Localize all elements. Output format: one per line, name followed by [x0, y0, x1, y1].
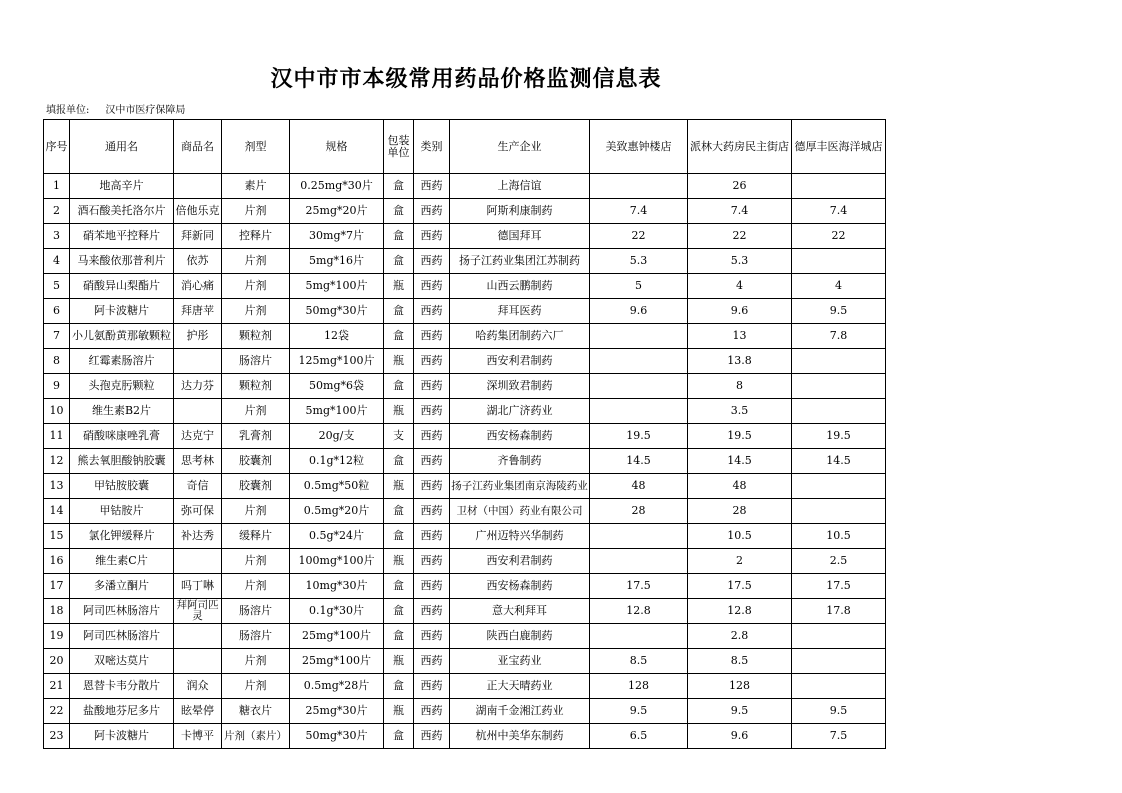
column-header: 商品名 — [174, 120, 222, 174]
table-cell: 50mg*30片 — [290, 299, 384, 324]
table-cell: 西药 — [414, 674, 450, 699]
table-cell: 素片 — [222, 174, 290, 199]
column-header: 美致惠钟楼店 — [590, 120, 688, 174]
table-cell: 4 — [44, 249, 70, 274]
table-cell: 盒 — [384, 449, 414, 474]
table-cell: 湖南千金湘江药业 — [450, 699, 590, 724]
table-cell — [792, 374, 886, 399]
table-cell: 拜阿司匹灵 — [174, 599, 222, 624]
table-row — [44, 399, 886, 424]
table-cell: 19.5 — [688, 424, 792, 449]
column-header: 派林大药房民主街店 — [688, 120, 792, 174]
table-cell — [590, 524, 688, 549]
table-cell: 12.8 — [590, 599, 688, 624]
table-cell: 地高辛片 — [70, 174, 174, 199]
table-cell: 杭州中美华东制药 — [450, 724, 590, 749]
table-cell — [792, 349, 886, 374]
table-cell: 西药 — [414, 299, 450, 324]
table-cell: 128 — [590, 674, 688, 699]
table-cell: 5mg*100片 — [290, 274, 384, 299]
table-cell: 酒石酸美托洛尔片 — [70, 199, 174, 224]
table-cell: 颗粒剂 — [222, 324, 290, 349]
table-cell: 15 — [44, 524, 70, 549]
table-cell: 恩替卡韦分散片 — [70, 674, 174, 699]
table-cell: 5.3 — [688, 249, 792, 274]
table-cell: 西药 — [414, 174, 450, 199]
table-cell: 西药 — [414, 599, 450, 624]
table-cell: 片剂 — [222, 274, 290, 299]
column-header: 序号 — [44, 120, 70, 174]
table-cell: 13 — [688, 324, 792, 349]
table-cell: 盒 — [384, 499, 414, 524]
table-cell — [174, 624, 222, 649]
table-cell: 片剂 — [222, 649, 290, 674]
table-cell: 21 — [44, 674, 70, 699]
table-cell: 瓶 — [384, 474, 414, 499]
table-cell: 硝酸异山梨酯片 — [70, 274, 174, 299]
table-cell: 9.5 — [792, 299, 886, 324]
table-cell: 1 — [44, 174, 70, 199]
table-cell: 盒 — [384, 174, 414, 199]
table-cell: 西药 — [414, 199, 450, 224]
table-cell: 48 — [688, 474, 792, 499]
table-cell: 13 — [44, 474, 70, 499]
table-cell: 达力芬 — [174, 374, 222, 399]
table-cell: 吗丁啉 — [174, 574, 222, 599]
table-cell: 西药 — [414, 699, 450, 724]
table-cell: 6 — [44, 299, 70, 324]
table-cell: 23 — [44, 724, 70, 749]
table-cell: 双嘧达莫片 — [70, 649, 174, 674]
table-cell — [590, 399, 688, 424]
table-cell: 小儿氨酚黄那敏颗粒 — [70, 324, 174, 349]
table-cell: 盒 — [384, 574, 414, 599]
table-cell: 0.25mg*30片 — [290, 174, 384, 199]
report-unit — [46, 101, 201, 116]
table-cell: 8.5 — [688, 649, 792, 674]
table-cell: 扬子江药业集团南京海陵药业 — [450, 474, 590, 499]
table-cell: 西药 — [414, 549, 450, 574]
table-cell: 7 — [44, 324, 70, 349]
table-row — [44, 499, 886, 524]
table-cell: 西安利君制药 — [450, 349, 590, 374]
table-cell: 48 — [590, 474, 688, 499]
price-table — [43, 119, 886, 749]
table-row — [44, 374, 886, 399]
table-cell: 0.1g*12粒 — [290, 449, 384, 474]
table-cell: 19 — [44, 624, 70, 649]
table-cell: 肠溶片 — [222, 599, 290, 624]
table-cell: 50mg*6袋 — [290, 374, 384, 399]
table-cell — [174, 399, 222, 424]
table-row — [44, 174, 886, 199]
table-cell: 拜耳医药 — [450, 299, 590, 324]
table-cell: 盒 — [384, 674, 414, 699]
table-cell: 氯化钾缓释片 — [70, 524, 174, 549]
table-cell: 10.5 — [688, 524, 792, 549]
table-cell: 7.4 — [688, 199, 792, 224]
table-cell: 20g/支 — [290, 424, 384, 449]
table-cell: 盒 — [384, 524, 414, 549]
column-header: 通用名 — [70, 120, 174, 174]
table-row — [44, 199, 886, 224]
table-cell: 0.5mg*50粒 — [290, 474, 384, 499]
table-cell: 奇信 — [174, 474, 222, 499]
table-cell: 补达秀 — [174, 524, 222, 549]
table-cell: 瓶 — [384, 649, 414, 674]
table-cell: 支 — [384, 424, 414, 449]
table-cell: 0.1g*30片 — [290, 599, 384, 624]
table-cell: 瓶 — [384, 399, 414, 424]
table-cell: 控释片 — [222, 224, 290, 249]
table-cell: 3.5 — [688, 399, 792, 424]
table-cell: 亚宝药业 — [450, 649, 590, 674]
table-cell: 达克宁 — [174, 424, 222, 449]
table-cell: 卡博平 — [174, 724, 222, 749]
table-cell: 瓶 — [384, 699, 414, 724]
table-cell: 维生素C片 — [70, 549, 174, 574]
column-header: 类别 — [414, 120, 450, 174]
table-cell: 盒 — [384, 249, 414, 274]
table-cell: 7.8 — [792, 324, 886, 349]
table-cell: 哈药集团制药六厂 — [450, 324, 590, 349]
table-cell: 12袋 — [290, 324, 384, 349]
table-cell: 西药 — [414, 499, 450, 524]
report-unit-value: 汉中市医疗保障局 — [105, 105, 186, 116]
table-cell: 5mg*100片 — [290, 399, 384, 424]
table-cell: 阿司匹林肠溶片 — [70, 599, 174, 624]
table-cell: 25mg*30片 — [290, 699, 384, 724]
table-cell: 西安杨森制药 — [450, 574, 590, 599]
table-cell: 齐鲁制药 — [450, 449, 590, 474]
table-cell: 西药 — [414, 574, 450, 599]
table-body — [44, 174, 886, 749]
table-cell: 14.5 — [688, 449, 792, 474]
table-row — [44, 574, 886, 599]
table-cell: 硝苯地平控释片 — [70, 224, 174, 249]
table-cell: 维生素B2片 — [70, 399, 174, 424]
table-cell: 18 — [44, 599, 70, 624]
table-cell: 扬子江药业集团江苏制药 — [450, 249, 590, 274]
table-cell: 护彤 — [174, 324, 222, 349]
table-cell: 乳膏剂 — [222, 424, 290, 449]
table-cell: 阿司匹林肠溶片 — [70, 624, 174, 649]
table-cell: 10.5 — [792, 524, 886, 549]
column-header: 生产企业 — [450, 120, 590, 174]
table-row — [44, 349, 886, 374]
table-cell: 山西云鹏制药 — [450, 274, 590, 299]
table-cell: 盒 — [384, 299, 414, 324]
table-cell: 西药 — [414, 224, 450, 249]
table-cell — [590, 174, 688, 199]
table-cell: 盒 — [384, 599, 414, 624]
table-cell: 9.5 — [688, 699, 792, 724]
table-cell — [174, 549, 222, 574]
table-cell: 12.8 — [688, 599, 792, 624]
table-cell: 0.5mg*28片 — [290, 674, 384, 699]
table-cell: 瓶 — [384, 349, 414, 374]
table-cell: 颗粒剂 — [222, 374, 290, 399]
table-cell — [590, 624, 688, 649]
table-row — [44, 299, 886, 324]
table-cell — [174, 174, 222, 199]
table-cell: 片剂 — [222, 549, 290, 574]
table-cell: 100mg*100片 — [290, 549, 384, 574]
table-cell: 14 — [44, 499, 70, 524]
table-cell: 阿卡波糖片 — [70, 299, 174, 324]
table-cell: 25mg*20片 — [290, 199, 384, 224]
table-cell: 0.5mg*20片 — [290, 499, 384, 524]
table-cell: 片剂 — [222, 674, 290, 699]
table-cell: 盐酸地芬尼多片 — [70, 699, 174, 724]
table-cell: 17 — [44, 574, 70, 599]
table-cell: 片剂 — [222, 574, 290, 599]
table-row — [44, 549, 886, 574]
table-cell: 9.5 — [792, 699, 886, 724]
table-cell: 14.5 — [590, 449, 688, 474]
table-cell: 片剂 — [222, 399, 290, 424]
table-cell: 湖北广济药业 — [450, 399, 590, 424]
table-cell: 19.5 — [792, 424, 886, 449]
table-cell: 8.5 — [590, 649, 688, 674]
table-cell: 头孢克肟颗粒 — [70, 374, 174, 399]
table-cell: 盒 — [384, 324, 414, 349]
table-cell — [590, 349, 688, 374]
table-cell: 22 — [688, 224, 792, 249]
table-cell: 5.3 — [590, 249, 688, 274]
table-cell: 9.5 — [590, 699, 688, 724]
table-cell: 思考林 — [174, 449, 222, 474]
table-cell: 拜唐苹 — [174, 299, 222, 324]
table-cell: 26 — [688, 174, 792, 199]
table-cell: 西药 — [414, 374, 450, 399]
table-cell: 依苏 — [174, 249, 222, 274]
table-cell: 润众 — [174, 674, 222, 699]
table-cell: 广州迈特兴华制药 — [450, 524, 590, 549]
table-cell — [792, 249, 886, 274]
table-cell: 糖衣片 — [222, 699, 290, 724]
table-cell — [792, 674, 886, 699]
table-row — [44, 649, 886, 674]
table-cell: 胶囊剂 — [222, 474, 290, 499]
table-cell: 125mg*100片 — [290, 349, 384, 374]
table-cell: 片剂（素片） — [222, 724, 290, 749]
table-cell: 正大天晴药业 — [450, 674, 590, 699]
column-header: 德厚丰医海洋城店 — [792, 120, 886, 174]
table-cell: 8 — [688, 374, 792, 399]
table-cell: 128 — [688, 674, 792, 699]
table-cell: 16 — [44, 549, 70, 574]
column-header: 剂型 — [222, 120, 290, 174]
table-cell: 10mg*30片 — [290, 574, 384, 599]
table-cell: 17.5 — [590, 574, 688, 599]
table-cell: 拜新同 — [174, 224, 222, 249]
table-cell: 2 — [44, 199, 70, 224]
table-cell: 9.6 — [688, 724, 792, 749]
table-cell: 西药 — [414, 324, 450, 349]
table-cell — [590, 324, 688, 349]
table-row — [44, 274, 886, 299]
table-cell: 西药 — [414, 249, 450, 274]
table-cell: 10 — [44, 399, 70, 424]
table-cell: 胶囊剂 — [222, 449, 290, 474]
table-cell: 陕西白鹿制药 — [450, 624, 590, 649]
table-cell: 卫材（中国）药业有限公司 — [450, 499, 590, 524]
report-unit-label: 填报单位: — [46, 105, 90, 116]
table-cell: 2.8 — [688, 624, 792, 649]
table-cell: 17.8 — [792, 599, 886, 624]
table-cell: 14.5 — [792, 449, 886, 474]
table-cell: 红霉素肠溶片 — [70, 349, 174, 374]
table-cell: 盒 — [384, 624, 414, 649]
table-cell: 7.5 — [792, 724, 886, 749]
table-cell: 西安杨森制药 — [450, 424, 590, 449]
table-cell: 肠溶片 — [222, 624, 290, 649]
table-cell: 片剂 — [222, 199, 290, 224]
table-cell — [792, 174, 886, 199]
table-cell: 5mg*16片 — [290, 249, 384, 274]
table-cell: 25mg*100片 — [290, 649, 384, 674]
table-cell: 倍他乐克 — [174, 199, 222, 224]
table-cell: 瓶 — [384, 549, 414, 574]
table-cell: 9.6 — [590, 299, 688, 324]
table-cell: 2.5 — [792, 549, 886, 574]
page-title: 汉中市市本级常用药品价格监测信息表 — [270, 67, 662, 92]
table-cell: 西药 — [414, 624, 450, 649]
table-cell: 17.5 — [792, 574, 886, 599]
table-row — [44, 449, 886, 474]
table-cell: 弥可保 — [174, 499, 222, 524]
table-cell: 消心痛 — [174, 274, 222, 299]
table-cell — [590, 549, 688, 574]
table-cell: 盒 — [384, 199, 414, 224]
table-row — [44, 724, 886, 749]
table-cell: 4 — [792, 274, 886, 299]
table-cell: 上海信谊 — [450, 174, 590, 199]
table-cell: 8 — [44, 349, 70, 374]
table-cell — [174, 349, 222, 374]
table-header-row — [44, 120, 886, 174]
table-cell: 盒 — [384, 374, 414, 399]
table-cell — [792, 399, 886, 424]
table-cell: 西安利君制药 — [450, 549, 590, 574]
table-cell: 9 — [44, 374, 70, 399]
table-cell: 德国拜耳 — [450, 224, 590, 249]
table-row — [44, 599, 886, 624]
table-row — [44, 224, 886, 249]
table-cell: 0.5g*24片 — [290, 524, 384, 549]
table-row — [44, 674, 886, 699]
table-cell: 甲钴胺胶囊 — [70, 474, 174, 499]
table-cell: 28 — [590, 499, 688, 524]
table-cell: 3 — [44, 224, 70, 249]
table-row — [44, 699, 886, 724]
table-cell: 阿卡波糖片 — [70, 724, 174, 749]
table-cell: 甲钴胺片 — [70, 499, 174, 524]
table-row — [44, 424, 886, 449]
table-cell: 50mg*30片 — [290, 724, 384, 749]
table-cell — [792, 499, 886, 524]
table-cell: 西药 — [414, 649, 450, 674]
column-header: 规格 — [290, 120, 384, 174]
table-cell: 缓释片 — [222, 524, 290, 549]
table-cell — [590, 374, 688, 399]
table-cell: 7.4 — [792, 199, 886, 224]
table-cell: 11 — [44, 424, 70, 449]
table-cell: 西药 — [414, 399, 450, 424]
table-cell: 多潘立酮片 — [70, 574, 174, 599]
table-cell: 5 — [44, 274, 70, 299]
table-cell: 6.5 — [590, 724, 688, 749]
table-cell — [792, 474, 886, 499]
table-cell: 西药 — [414, 449, 450, 474]
table-cell: 30mg*7片 — [290, 224, 384, 249]
table-cell: 片剂 — [222, 299, 290, 324]
table-row — [44, 624, 886, 649]
table-row — [44, 324, 886, 349]
table-cell: 西药 — [414, 349, 450, 374]
table-cell: 熊去氧胆酸钠胶囊 — [70, 449, 174, 474]
table-cell: 西药 — [414, 474, 450, 499]
table-cell: 马来酸依那普利片 — [70, 249, 174, 274]
table-cell: 22 — [44, 699, 70, 724]
table-cell: 17.5 — [688, 574, 792, 599]
table-cell: 片剂 — [222, 249, 290, 274]
table-cell: 12 — [44, 449, 70, 474]
table-row — [44, 524, 886, 549]
table-cell: 阿斯利康制药 — [450, 199, 590, 224]
table-cell: 片剂 — [222, 499, 290, 524]
table-cell: 22 — [792, 224, 886, 249]
table-cell — [174, 649, 222, 674]
table-cell: 13.8 — [688, 349, 792, 374]
table-cell: 瓶 — [384, 274, 414, 299]
table-cell: 硝酸咪康唑乳膏 — [70, 424, 174, 449]
table-row — [44, 249, 886, 274]
table-cell: 25mg*100片 — [290, 624, 384, 649]
table-cell — [792, 624, 886, 649]
table-cell: 22 — [590, 224, 688, 249]
table-cell: 2 — [688, 549, 792, 574]
table-cell: 西药 — [414, 274, 450, 299]
table-row — [44, 474, 886, 499]
table-cell: 9.6 — [688, 299, 792, 324]
table-cell: 深圳致君制药 — [450, 374, 590, 399]
table-cell: 19.5 — [590, 424, 688, 449]
table-cell: 7.4 — [590, 199, 688, 224]
table-cell: 28 — [688, 499, 792, 524]
table-cell: 西药 — [414, 424, 450, 449]
table-cell: 5 — [590, 274, 688, 299]
table-cell: 西药 — [414, 724, 450, 749]
table-cell: 盒 — [384, 724, 414, 749]
table-cell: 眩晕停 — [174, 699, 222, 724]
table-cell: 20 — [44, 649, 70, 674]
table-cell: 4 — [688, 274, 792, 299]
table-cell: 盒 — [384, 224, 414, 249]
column-header: 包装单位 — [384, 120, 414, 174]
table-cell: 意大利拜耳 — [450, 599, 590, 624]
table-cell: 肠溶片 — [222, 349, 290, 374]
table-cell: 西药 — [414, 524, 450, 549]
table-cell — [792, 649, 886, 674]
